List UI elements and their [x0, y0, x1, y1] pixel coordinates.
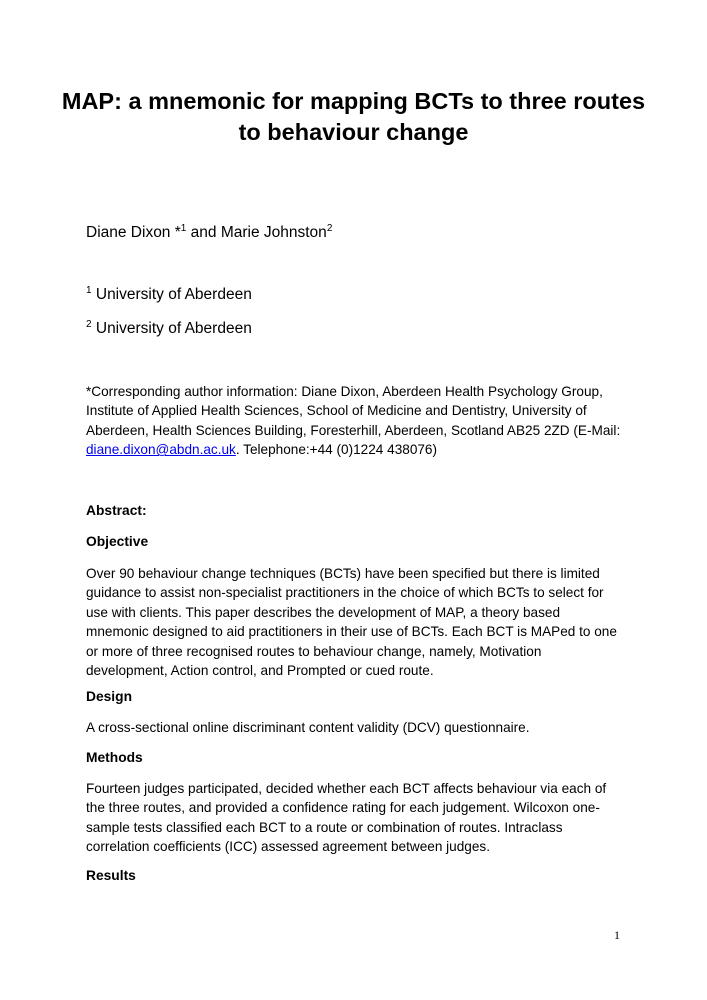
author-conjunction: and	[186, 224, 221, 241]
abstract-heading: Abstract:	[86, 503, 147, 518]
affiliation-2-text: University of Aberdeen	[91, 320, 252, 337]
design-text: A cross-sectional online discriminant content validity (DCV) questionnaire.	[86, 720, 530, 735]
author-2: Marie Johnston	[220, 224, 327, 241]
design-heading: Design	[86, 689, 132, 704]
author-1: Diane Dixon *	[86, 224, 181, 241]
telephone-text: . Telephone:+44 (0)1224 438076)	[235, 442, 438, 458]
affiliation-1-mark: 1	[86, 285, 92, 296]
results-heading: Results	[86, 868, 136, 883]
affiliation-2-mark: 2	[86, 319, 92, 330]
paper-title: MAP: a mnemonic for mapping BCTs to three routes to behaviour change	[61, 88, 646, 145]
author-line	[86, 224, 332, 242]
author-2-affiliation-mark: 2	[326, 223, 333, 234]
corresponding-text: *Corresponding author information: Diane Dixon, Aberdeen Health Psychology Group, Institute of Applied Health Sciences, School of Medicine and Dentistry, University of Aberdeen, Health Sciences Building, Foresterhill, Aberdeen, Scotland AB25 2ZD (E-Mail:	[86, 384, 621, 438]
affiliation-1	[86, 286, 252, 304]
corresponding-author-info	[86, 382, 626, 460]
affiliation-2	[86, 320, 252, 338]
affiliation-1-text: University of Aberdeen	[91, 286, 252, 303]
email-link[interactable]: diane.dixon@abdn.ac.uk	[86, 442, 236, 458]
methods-heading: Methods	[86, 750, 143, 765]
author-1-affiliation-mark: 1	[180, 223, 187, 234]
objective-text: Over 90 behaviour change techniques (BCTs) have been specified but there is limited guidance to assist non-specialist practitioners in the choice of which BCTs to select for use with clients. This paper describes the development of MAP, a theory based mnemonic designed to aid practitioners in their use of BCTs. Each BCT is MAPed to one or more of three recognised routes to behaviour change, namely, Motivation development, Action control, and Prompted or cued route.	[86, 566, 617, 679]
objective-heading: Objective	[86, 534, 149, 549]
page-number: 1	[614, 928, 620, 942]
methods-text: Fourteen judges participated, decided whether each BCT affects behaviour via each of the three routes, and provided a confidence rating for each judgement. Wilcoxon one-sample tests classified each BCT to a route or combination of routes. Intraclass correlation coefficients (ICC) assessed agreement between judges.	[86, 781, 607, 855]
